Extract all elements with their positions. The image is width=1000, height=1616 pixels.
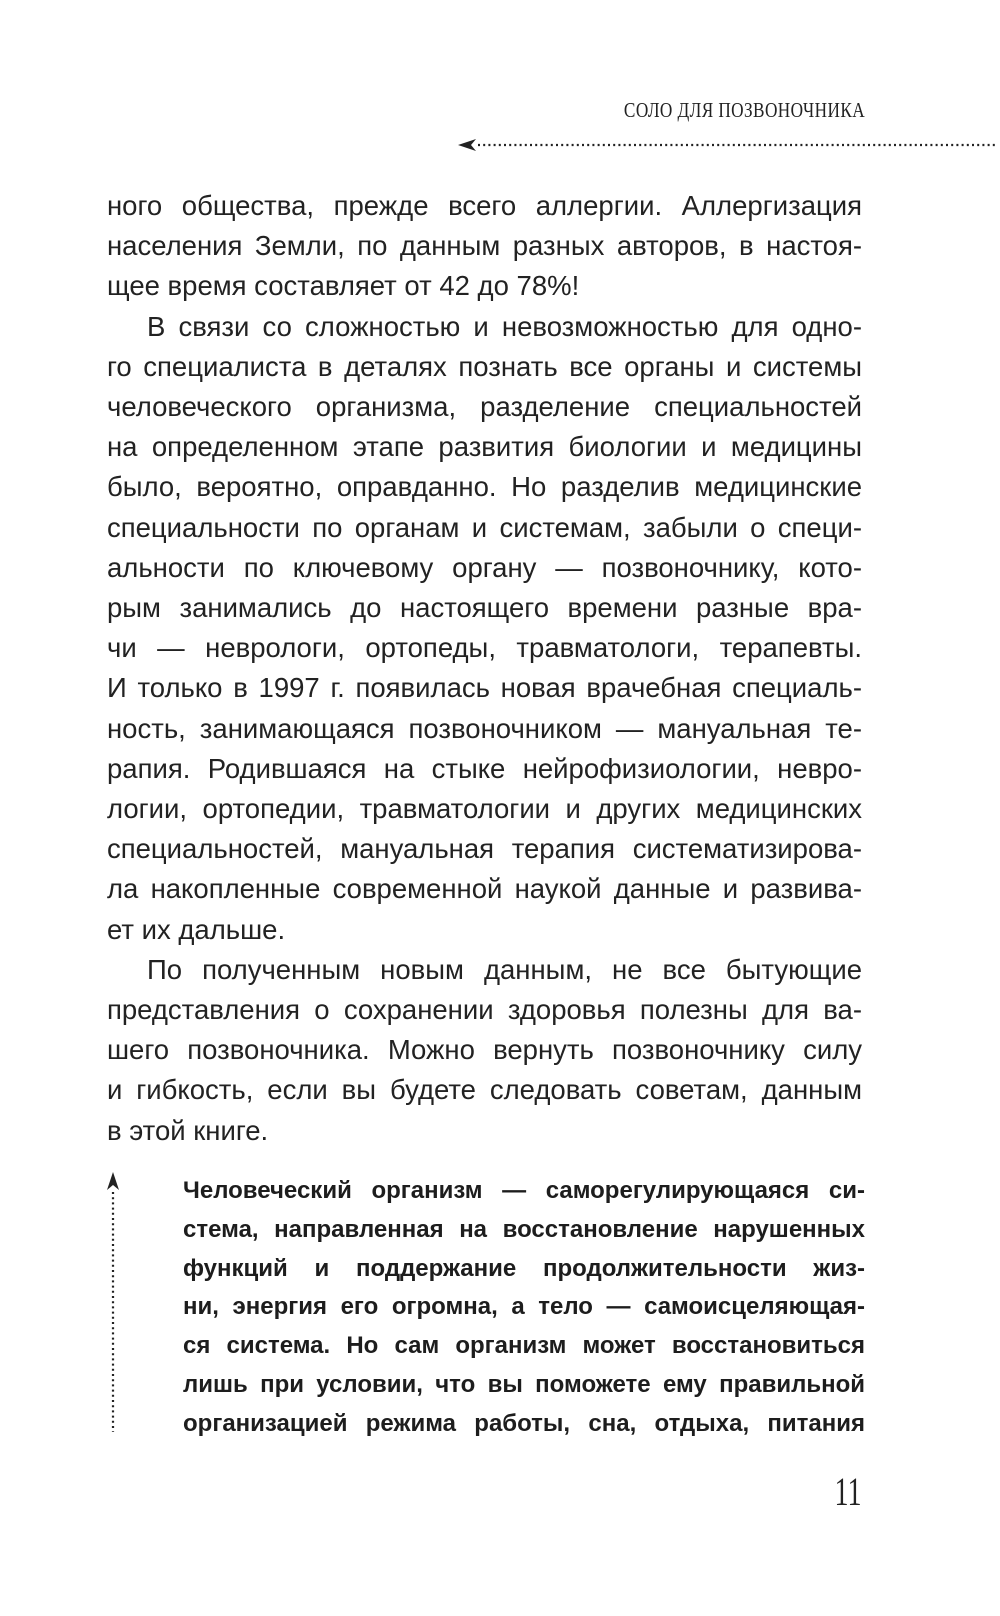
text-line: представления о сохранении здоровья полезны для ва- bbox=[107, 994, 862, 1026]
callout-line: Человеческий организм — саморегулирующаяся си- bbox=[183, 1177, 865, 1204]
text-line: рапия. Родившаяся на стыке нейрофизиологии, невро- bbox=[107, 752, 862, 784]
callout-line: организацией режима работы, сна, отдыха, питания bbox=[183, 1409, 865, 1437]
text-line: логии, ортопедии, травматологии и других медицинских bbox=[107, 793, 862, 825]
text-line: го специалиста в деталях познать все органы и системы bbox=[107, 350, 862, 382]
text-line: щее время составляет от 42 до 78%! bbox=[107, 270, 580, 302]
callout-line: ся система. Но сам организм может восстановиться bbox=[183, 1332, 865, 1360]
text-line: альности по ключевому органу — позвоночнику, кото- bbox=[107, 551, 862, 583]
text-line: человеческого организма, разделение специальностей bbox=[107, 391, 862, 423]
text-line: специальности по органам и системам, забыли о специ- bbox=[107, 511, 862, 543]
callout-dotted-arrow-rule bbox=[106, 1172, 120, 1432]
text-line: чи — неврологи, ортопеды, травматологи, терапевты. bbox=[107, 632, 862, 664]
paragraph-3 bbox=[107, 950, 862, 1151]
callout-line: ни, энергия его огромна, а тело — самоисцеляющая- bbox=[183, 1293, 865, 1321]
text-line: По полученным новым данным, не все бытующие bbox=[147, 953, 862, 985]
text-line: И только в 1997 г. появилась новая врачебная специаль- bbox=[107, 672, 862, 704]
text-line: было, вероятно, оправданно. Но разделив медицинские bbox=[107, 471, 862, 503]
text-line: В связи со сложностью и невозможностью для одно- bbox=[147, 310, 862, 342]
text-line: населения Земли, по данным разных авторов, в настоя- bbox=[107, 230, 862, 262]
text-line: ла накопленные современной наукой данные и развива- bbox=[107, 873, 862, 905]
paragraph-2 bbox=[107, 307, 862, 950]
paragraph-1 bbox=[107, 186, 862, 307]
text-line: ет их дальше. bbox=[107, 913, 286, 945]
callout-line: лишь при условии, что вы поможете ему правильной bbox=[183, 1370, 865, 1398]
callout-line: функций и поддержание продолжительности жиз- bbox=[183, 1254, 865, 1282]
text-line: рым занимались до настоящего времени разные вра- bbox=[107, 592, 862, 624]
text-line: ность, занимающаяся позвоночником — мануальная те- bbox=[107, 712, 862, 744]
callout-line: стема, направленная на восстановление нарушенных bbox=[183, 1215, 865, 1243]
text-line: в этой книге. bbox=[107, 1114, 269, 1146]
body-text bbox=[107, 186, 862, 1151]
text-line: ного общества, прежде всего аллергии. Аллергизация bbox=[107, 190, 862, 221]
page-number: 11 bbox=[835, 1469, 862, 1514]
text-line: и гибкость, если вы будете следовать советам, данным bbox=[107, 1074, 862, 1106]
callout-box bbox=[183, 1172, 865, 1444]
running-head-title: СОЛО ДЛЯ ПОЗВОНОЧНИКА bbox=[623, 98, 865, 122]
header-dotted-arrow-rule bbox=[458, 138, 998, 152]
text-line: специальностей, мануальная терапия систематизирова- bbox=[107, 833, 862, 865]
text-line: на определенном этапе развития биологии и медицины bbox=[107, 431, 862, 463]
text-line: шего позвоночника. Можно вернуть позвоночнику силу bbox=[107, 1034, 862, 1066]
